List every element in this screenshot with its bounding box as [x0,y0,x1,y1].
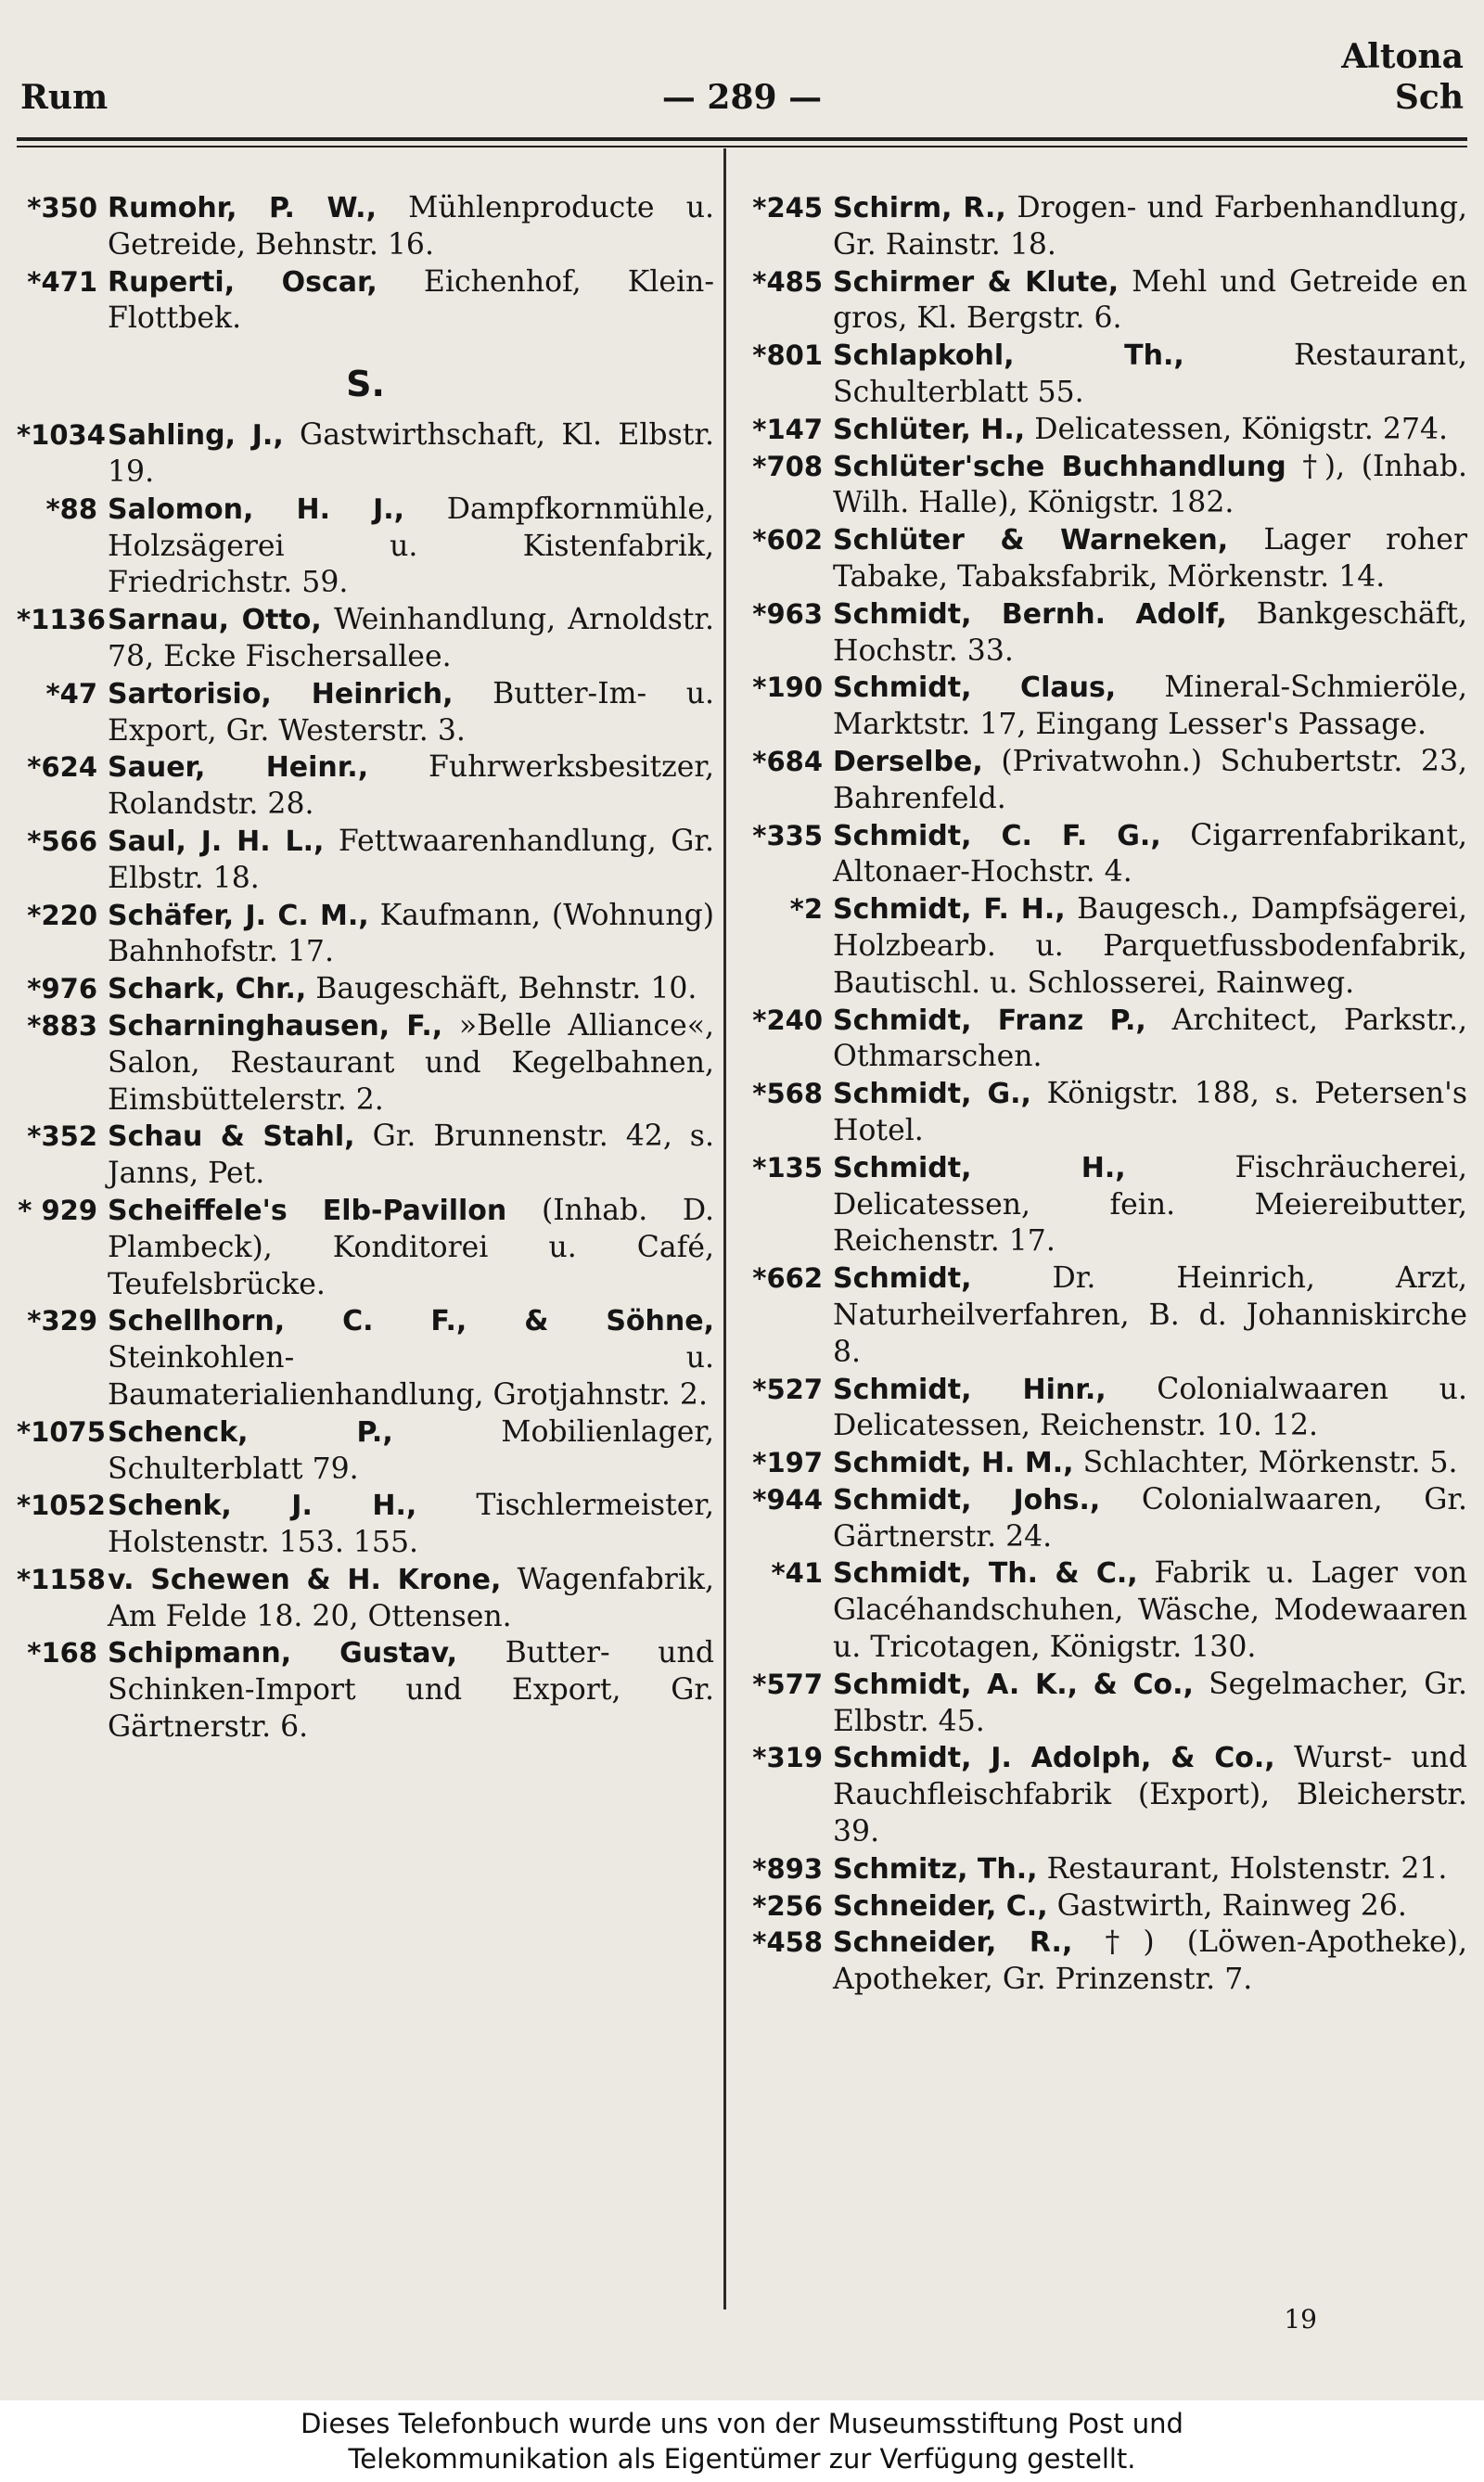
entry-details: Mühlenproducte u. Getreide, Behnstr. 16. [108,191,715,262]
entry-name: Rumohr, P. W., [108,192,377,224]
entry-name: Schneider, C., [833,1889,1048,1923]
directory-entry [742,891,1467,1002]
header-right-keyword: Sch [1394,78,1464,117]
entry-name: Schmidt, [833,1262,972,1296]
directory-entry [17,676,714,750]
header-page-number: — 289 — [661,78,823,117]
entry-name: Schark, Chr., [108,973,307,1006]
entry-details: Restaurant, Schulterblatt 55. [833,339,1467,409]
entry-phone-number: *168 [27,1637,97,1670]
directory-entry [742,522,1467,596]
directory-entry [17,492,714,602]
entry-details: Restaurant, Holstenstr. 21. [1046,1851,1448,1886]
entry-phone-number: *662 [752,1262,823,1295]
entry-name: Schirmer & Klute, [833,265,1119,299]
entry-details: Tischlermeister, Holstenstr. 153. 155. [108,1489,715,1560]
directory-entry [17,898,714,972]
entry-details: Colonialwaaren, Gr. Gärtnerstr. 24. [833,1482,1467,1554]
entry-name: Schmidt, A. K., & Co., [833,1668,1194,1701]
entry-name: Schneider, R., [833,1926,1073,1960]
directory-entry [742,1925,1467,1999]
right-column [742,190,1467,1999]
entry-phone-number: *220 [27,899,97,931]
entry-details: Baugesch., Dampfsägerei, Holzbearb. u. Parquetfussbodenfabrik, Bautischl. u. Schlosserei, Rainweg. [833,892,1468,1000]
entry-details: Lager roher Tabake, Tabaksfabrik, Mörkenstr. 14. [833,523,1468,594]
entry-name: Sahling, J., [108,419,284,453]
entry-name: Sauer, Heinr., [108,751,369,785]
entry-phone-number: *485 [752,265,823,298]
entry-phone-number: *471 [27,265,97,298]
entry-phone-number: *566 [27,825,97,857]
directory-entry [17,1303,714,1414]
entry-phone-number: *1034 [17,419,106,452]
entry-name: Schau & Stahl, [108,1120,355,1154]
directory-entry [742,1445,1467,1482]
entry-details: Colonialwaaren u. Delicatessen, Reichenstr. 10. 12. [833,1372,1467,1443]
entry-phone-number: *893 [752,1852,823,1885]
entry-phone-number: *1052 [17,1490,106,1522]
entry-name: Schmidt, J. Adolph, & Co., [833,1742,1275,1775]
entry-details: Delicatessen, Königstr. 274. [1034,412,1449,446]
entry-name: Schmidt, G., [833,1078,1031,1111]
header-left-keyword: Rum [20,78,109,117]
entry-phone-number: *2 [789,893,823,926]
entry-phone-number: *135 [752,1151,823,1183]
directory-entry [17,1119,714,1193]
entry-details: Weinhandlung, Arnoldstr. 78, Ecke Fischersallee. [108,603,715,673]
entry-name: Schmidt, Johs., [833,1483,1101,1516]
entry-details: Mehl und Getreide en gros, Kl. Bergstr. 6. [833,264,1467,336]
directory-entry [742,596,1467,671]
entry-details: Butter- und Schinken-Import und Export, Gr. Gärtnerstr. 6. [108,1636,714,1745]
footer-line-2: Telekommunikation als Eigentümer zur Verfügung gestellt. [348,2443,1136,2475]
entry-details: Eichenhof, Klein-Flottbek. [108,264,714,336]
entry-name: Schmidt, Claus, [833,672,1117,705]
entry-phone-number: *335 [752,819,823,851]
directory-entry [742,1555,1467,1666]
signature-number: 19 [1284,2304,1317,2335]
footer-notice [0,2400,1484,2482]
entry-name: Schlüter & Warneken, [833,524,1229,557]
entry-name: Schenck, P., [108,1415,393,1449]
directory-entry [17,1008,714,1119]
entry-phone-number: *319 [752,1742,823,1774]
entry-phone-number: *1075 [17,1415,106,1448]
entry-phone-number: *240 [752,1004,823,1036]
entry-name: Schmidt, Franz P., [833,1004,1146,1037]
entry-details: (Privatwohn.) Schubertstr. 23, Bahrenfeld. [833,744,1468,815]
entry-phone-number: *1136 [17,604,106,636]
entry-details: Fettwaarenhandlung, Gr. Elbstr. 18. [108,824,715,895]
entry-name: Schipmann, Gustav, [108,1637,458,1670]
entry-name: Schmidt, Th. & C., [833,1557,1138,1591]
directory-entry [742,1260,1467,1371]
directory-entry [17,971,714,1008]
entry-details: Kaufmann, (Wohnung) Bahnhofstr. 17. [108,898,715,969]
entry-phone-number: *88 [45,493,97,525]
column-divider [723,148,726,2309]
entry-phone-number: *963 [752,597,823,630]
header-rule-thin [17,146,1467,147]
entry-phone-number: *147 [752,413,823,445]
entry-details: Drogen- und Farbenhandlung, Gr. Rainstr. 18. [833,191,1467,262]
directory-entry [742,1740,1467,1850]
entry-name: Schirm, R., [833,192,1006,224]
entry-phone-number: *801 [752,339,823,372]
footer-line-1: Dieses Telefonbuch wurde uns von der Museumsstiftung Post und [301,2408,1183,2439]
directory-entry [742,338,1467,412]
directory-entry [742,818,1467,892]
directory-entry [17,1193,714,1303]
entry-name: Schmidt, H. M., [833,1447,1074,1480]
entry-details: Fischräucherei, Delicatessen, fein. Meiereibutter, Reichenstr. 17. [833,1150,1467,1259]
page-header [20,37,1464,139]
entry-details: Königstr. 188, s. Petersen's Hotel. [833,1077,1467,1147]
entry-details: Wurst- und Rauchfleischfabrik (Export), Bleicherstr. 39. [833,1741,1467,1849]
entry-name: Schmitz, Th., [833,1852,1038,1886]
directory-entry [742,1851,1467,1888]
entry-phone-number: *568 [752,1078,823,1110]
entry-phone-number: *1158 [17,1563,106,1595]
directory-entry [742,1003,1467,1077]
directory-entry [742,1482,1467,1556]
entry-phone-number: *458 [752,1926,823,1959]
entry-details: Mineral-Schmieröle, Marktstr. 17, Eingang Lesser's Passage. [833,671,1467,742]
entry-details: Butter-Im- u. Export, Gr. Westerstr. 3. [108,676,715,748]
entry-name: Salomon, H. J., [108,493,405,526]
entry-phone-number: *944 [752,1483,823,1516]
entry-phone-number: *976 [27,973,97,1005]
entry-name: Schlapkohl, Th., [833,339,1184,373]
entry-phone-number: *684 [752,745,823,777]
section-letter-heading: S. [346,364,385,405]
entry-name: Sartorisio, Heinrich, [108,677,454,710]
entry-phone-number: *352 [27,1120,97,1153]
entry-name: Schmidt, H., [833,1151,1126,1184]
entry-name: Saul, J. H. L., [108,825,325,858]
entry-details: Architect, Parkstr., Othmarschen. [833,1003,1468,1074]
directory-entry [742,1372,1467,1446]
directory-entry [17,417,714,492]
entry-details: Dampfkornmühle, Holzsägerei u. Kistenfabrik, Friedrichstr. 59. [108,492,715,600]
entry-name: Schellhorn, C. F., & Söhne, [108,1305,714,1338]
directory-entry [742,412,1467,449]
entry-details: Baugeschäft, Behnstr. 10. [315,972,697,1006]
entry-phone-number: *41 [771,1557,823,1590]
entry-name: Ruperti, Oscar, [108,265,377,299]
entry-phone-number: *190 [752,672,823,704]
directory-entry [17,1635,714,1746]
entry-name: Sarnau, Otto, [108,604,322,637]
entry-phone-number: *329 [27,1305,97,1337]
directory-entry [17,1562,714,1636]
directory-entry [742,1150,1467,1260]
entry-name: Schmidt, Hinr., [833,1373,1107,1406]
entry-name: Schlüter'sche Buchhandlung [833,450,1286,483]
entry-name: Schlüter, H., [833,413,1026,446]
entry-phone-number: *602 [752,524,823,557]
directory-entry [742,449,1467,523]
entry-phone-number: *527 [752,1373,823,1405]
entry-details: Fuhrwerksbesitzer, Rolandstr. 28. [108,750,715,822]
entry-details: Wagenfabrik, Am Felde 18. 20, Ottensen. [108,1562,714,1633]
entry-name: Scharninghausen, F., [108,1009,443,1043]
entry-name: v. Schewen & H. Krone, [108,1563,502,1596]
entry-details: Gastwirthschaft, Kl. Elbstr. 19. [108,418,714,489]
directory-entry [742,1888,1467,1925]
left-column [17,190,714,1746]
directory-entry [17,1488,714,1562]
entry-name: Schmidt, C. F. G., [833,819,1161,852]
entry-name: Schmidt, Bernh. Adolf, [833,597,1227,631]
entry-details: Fabrik u. Lager von Glacéhandschuhen, Wäsche, Modewaaren u. Tricotagen, Königstr. 130. [833,1556,1467,1665]
entry-details: Mobilienlager, Schulterblatt 79. [108,1414,714,1486]
directory-entry [742,264,1467,339]
directory-entry [17,264,714,339]
entry-phone-number: *577 [752,1668,823,1700]
entry-name: Derselbe, [833,745,983,778]
directory-entry [742,190,1467,264]
header-city: Altona [1341,37,1464,76]
entry-name: Scheiffele's Elb-Pavillon [108,1194,507,1227]
entry-name: Schmidt, F. H., [833,893,1066,927]
entry-details: †) (Löwen-Apotheke), Apotheker, Gr. Prinzenstr. 7. [833,1925,1467,1997]
directory-entry [17,190,714,264]
entry-phone-number: *350 [27,192,97,224]
directory-entry [742,744,1467,818]
directory-entry [742,670,1467,744]
directory-entry [742,1076,1467,1150]
directory-entry [17,749,714,824]
entry-phone-number: *197 [752,1447,823,1479]
entry-phone-number: * 929 [18,1194,97,1226]
entry-details: »Belle Alliance«, Salon, Restaurant und Kegelbahnen, Eimsbüttelerstr. 2. [108,1008,714,1117]
entry-phone-number: *256 [752,1889,823,1922]
entry-details: Gastwirth, Rainweg 26. [1056,1888,1407,1923]
entry-details: Cigarrenfabrikant, Altonaer-Hochstr. 4. [833,818,1467,889]
directory-entry [17,1414,714,1489]
entry-name: Schäfer, J. C. M., [108,899,369,932]
entry-details: Steinkohlen- u. Baumaterialienhandlung, Grotjahnstr. 2. [108,1341,714,1412]
entry-details: (Inhab. D. Plambeck), Konditorei u. Café, Teufelsbrücke. [108,1193,714,1301]
entry-phone-number: *245 [752,192,823,224]
entry-details: Gr. Brunnenstr. 42, s. Janns, Pet. [108,1119,714,1191]
directory-entry [742,1667,1467,1741]
directory-entry [17,602,714,676]
entry-details: Segelmacher, Gr. Elbstr. 45. [833,1667,1468,1738]
entry-phone-number: *47 [45,677,97,710]
entry-name: Schenk, J. H., [108,1490,417,1523]
entry-details: †), (Inhab. Wilh. Halle), Königstr. 182. [833,449,1467,520]
entry-phone-number: *883 [27,1009,97,1042]
entry-phone-number: *708 [752,450,823,482]
entry-details: Bankgeschäft, Hochstr. 33. [833,596,1468,668]
entry-details: Schlachter, Mörkenstr. 5. [1082,1446,1458,1480]
entry-details: Dr. Heinrich, Arzt, Naturheilverfahren, B. d. Johanniskirche 8. [833,1261,1467,1369]
directory-entry [17,824,714,898]
header-rule-thick [17,137,1467,141]
entry-phone-number: *624 [27,751,97,784]
